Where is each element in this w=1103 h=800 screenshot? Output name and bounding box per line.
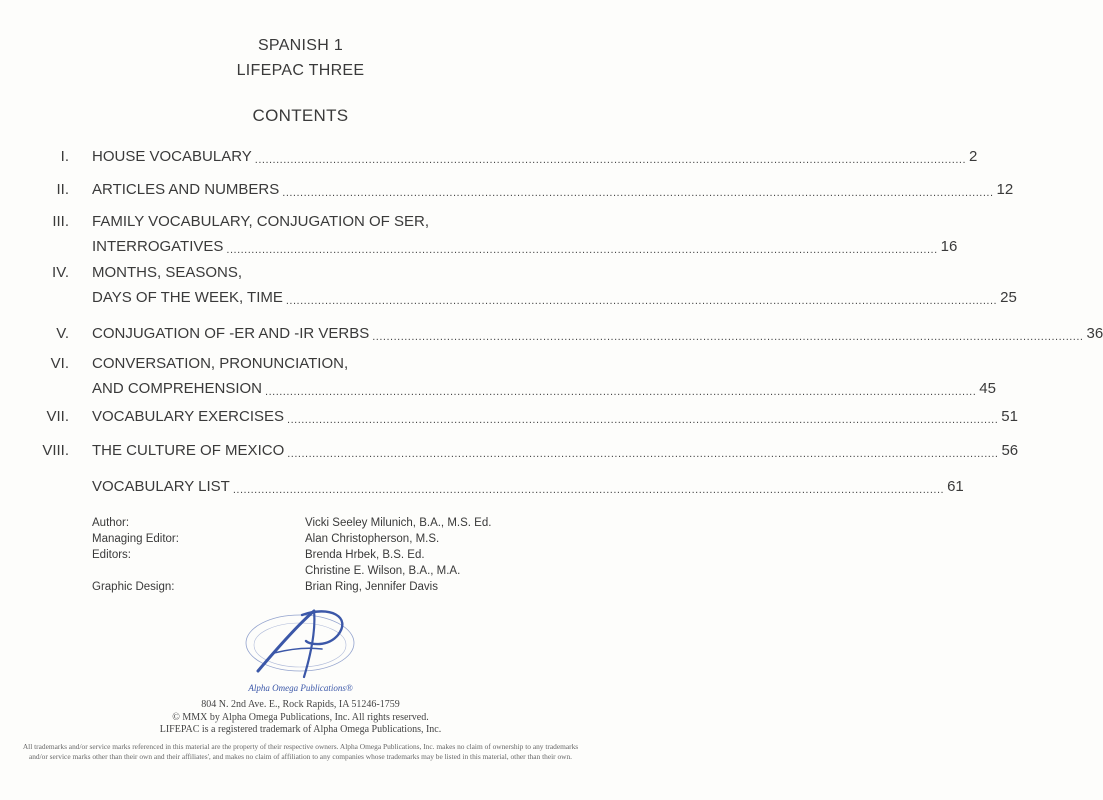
credit-name: Brian Ring, Jennifer Davis (305, 581, 438, 593)
alpha-omega-logo (240, 605, 360, 683)
dot-leader: ........................................................................................................................................................................................................ (282, 187, 994, 199)
credit-row (92, 579, 552, 595)
credit-row (92, 515, 552, 531)
contents-heading: CONTENTS (252, 106, 349, 125)
credit-role: Graphic Design: (92, 581, 175, 593)
toc-page-number: 45 (979, 380, 996, 397)
toc-unit-number: IV. (52, 264, 69, 281)
toc-entry-title: INTERROGATIVES (92, 238, 224, 255)
credit-role: Managing Editor: (92, 533, 179, 545)
dot-leader: ........................................................................................................................................................................................................ (287, 448, 999, 460)
dot-leader: ........................................................................................................................................................................................................ (226, 244, 938, 256)
toc-entry-title: CONVERSATION, PRONUNCIATION, (92, 355, 349, 372)
credits-block (92, 515, 552, 595)
toc-unit-number: VII. (46, 408, 69, 425)
dot-leader: ........................................................................................................................................................................................................ (285, 295, 998, 307)
toc-page-number: 2 (969, 148, 978, 165)
legal-disclaimer: All trademarks and/or service marks referenced in this material are the property of their respective owners. Alpha Omega Publications, Inc. makes no claim of ownership to any trademarks and/or service marks other than their own and their affiliates', and makes no claim of affiliation to any companies whose trademarks may be listed in this material, other than their own. (22, 742, 579, 761)
copyright-notice: © MMX by Alpha Omega Publications, Inc. All rights reserved. (172, 712, 429, 723)
toc-unit-number: II. (56, 181, 69, 198)
credit-row (92, 547, 552, 563)
credit-name: Brenda Hrbek, B.S. Ed. (305, 549, 425, 561)
credit-row (92, 563, 552, 579)
dot-leader: ........................................................................................................................................................................................................ (372, 331, 1084, 343)
toc-unit-number: VI. (50, 355, 69, 372)
toc-entry-title: MONTHS, SEASONS, (92, 264, 243, 281)
toc-page-number: 61 (947, 478, 964, 495)
toc-page-number: 36 (1086, 325, 1103, 342)
trademark-notice: LIFEPAC is a registered trademark of Alpha Omega Publications, Inc. (159, 724, 442, 735)
toc-page-number: 56 (1001, 442, 1019, 459)
credit-name: Christine E. Wilson, B.A., M.A. (305, 565, 461, 577)
toc-page-number: 51 (1001, 408, 1018, 425)
toc-entry-title: VOCABULARY EXERCISES (92, 408, 285, 425)
credit-name: Alan Christopherson, M.S. (305, 533, 440, 545)
publisher-logo-text: Alpha Omega Publications® (248, 683, 353, 693)
dot-leader: ........................................................................................................................................................................................................ (265, 386, 977, 398)
dot-leader: ........................................................................................................................................................................................................ (232, 484, 945, 496)
dot-leader: ........................................................................................................................................................................................................ (287, 414, 999, 426)
toc-page-number: 12 (996, 181, 1014, 198)
toc-entry-title: DAYS OF THE WEEK, TIME (92, 289, 283, 306)
toc-entry-title: CONJUGATION OF -ER AND -IR VERBS (92, 325, 370, 342)
lifepac-title: LIFEPAC THREE (236, 62, 365, 79)
toc-entry-title: AND COMPREHENSION (92, 380, 263, 397)
toc-page-number: 25 (1000, 289, 1017, 306)
dot-leader: ........................................................................................................................................................................................................ (254, 154, 967, 166)
toc-entry-title: ARTICLES AND NUMBERS (92, 181, 280, 198)
credit-row (92, 531, 552, 547)
toc-unit-number: V. (56, 325, 69, 342)
course-title: SPANISH 1 (257, 37, 344, 54)
toc-page-number: 16 (940, 238, 958, 255)
toc-entry-title: HOUSE VOCABULARY (92, 148, 252, 165)
toc-entry-title: FAMILY VOCABULARY, CONJUGATION OF SER, (92, 213, 430, 230)
toc-unit-number: I. (60, 148, 69, 165)
publisher-address: 804 N. 2nd Ave. E., Rock Rapids, IA 51246-1759 (201, 699, 400, 710)
toc-entry-title: VOCABULARY LIST (92, 478, 230, 495)
credit-role: Author: (92, 517, 130, 529)
toc-unit-number: III. (52, 213, 69, 230)
toc-unit-number: VIII. (42, 442, 69, 459)
credit-name: Vicki Seeley Milunich, B.A., M.S. Ed. (305, 517, 492, 529)
credit-role: Editors: (92, 549, 131, 561)
toc-entry-title: THE CULTURE OF MEXICO (92, 442, 285, 459)
